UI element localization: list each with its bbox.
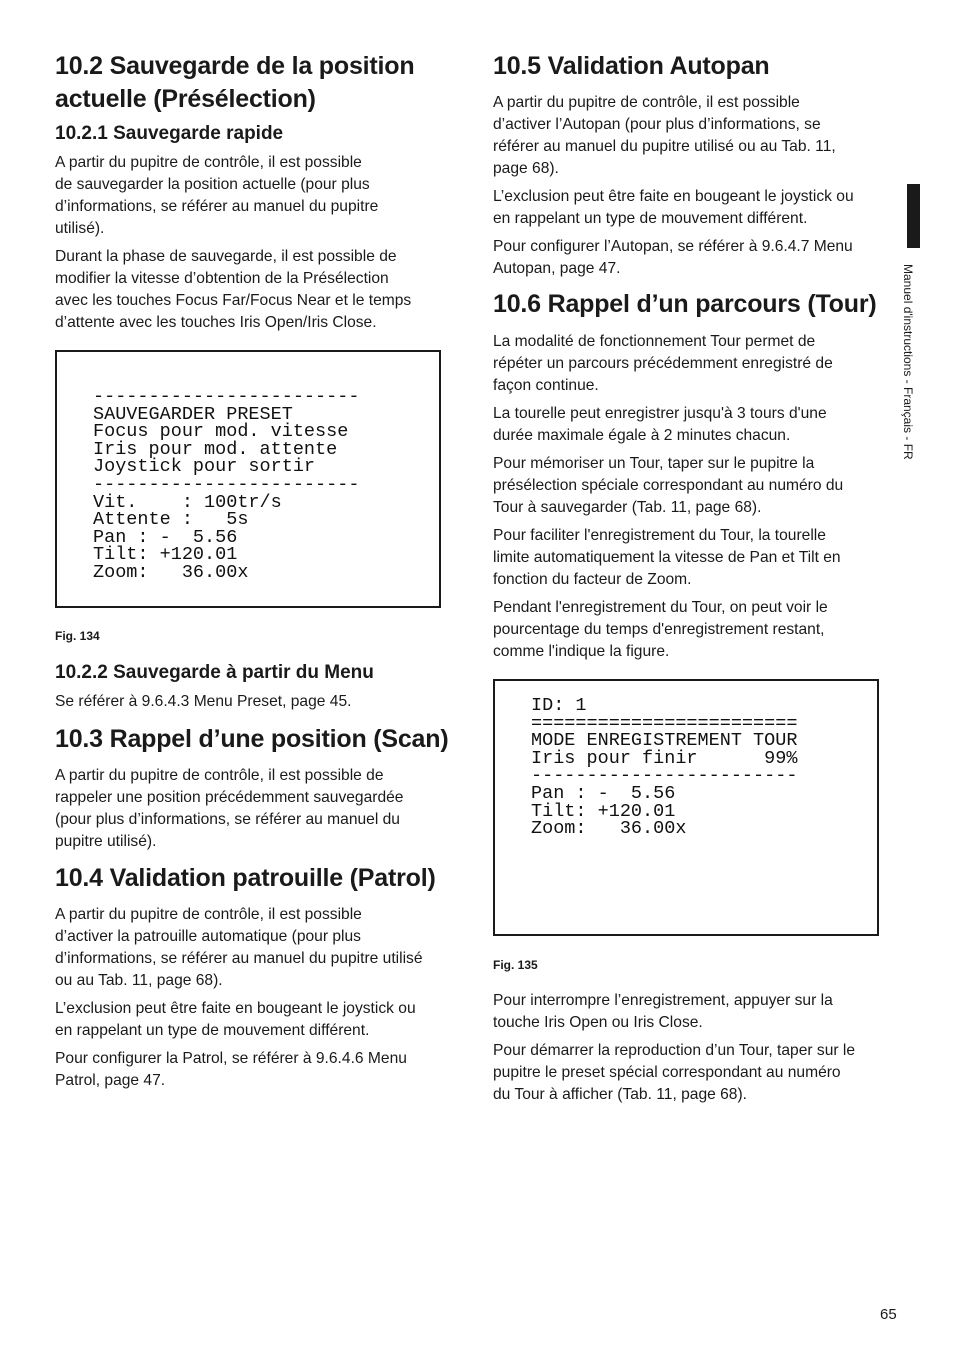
fig-135-caption: Fig. 135	[493, 958, 538, 972]
osd-line: MODE ENREGISTREMENT TOUR	[531, 730, 798, 752]
osd-line: Pan : - 5.56	[93, 526, 238, 548]
osd-line: Joystick pour sortir	[93, 456, 316, 478]
osd-line: Tilt: +120.01	[93, 544, 238, 566]
osd-line: Focus pour mod. vitesse	[93, 421, 349, 443]
section-10-4-title: 10.4 Validation patrouille (Patrol)	[55, 864, 436, 892]
section-10-5-paragraph-1: A partir du pupitre de contrôle, il est possible d’activer l’Autopan (pour plus d’informations, se référer au manuel du pupitre utilisé ou au Tab. 11, page 68).	[493, 94, 836, 177]
osd-line: SAUVEGARDER PRESET	[93, 403, 293, 425]
title-line: 10.2 Sauvegarde de la position	[55, 52, 415, 80]
fig-134-osd-screen	[55, 350, 441, 608]
osd-line: Zoom: 36.00x	[531, 818, 687, 840]
section-10-6-paragraph-4: Pour faciliter l'enregistrement du Tour, la tourelle limite automatiquement la vitesse de Pan et Tilt en fonction du facteur de Zoom.	[493, 527, 841, 588]
right-column	[493, 50, 893, 1112]
section-10-5-title: 10.5 Validation Autopan	[493, 52, 770, 80]
section-10-2-title	[55, 50, 463, 116]
section-10-4-paragraph-1: A partir du pupitre de contrôle, il est possible d’activer la patrouille automatique (pour plus d’informations, se référer au manuel du pupitre utilisé ou au Tab. 11, page 68).	[55, 906, 423, 989]
page-number: 65	[880, 1306, 897, 1323]
osd-line: ID: 1	[531, 695, 587, 716]
section-10-2-2-paragraph: Se référer à 9.6.4.3 Menu Preset, page 45.	[55, 693, 352, 710]
section-10-4-paragraph-2: L’exclusion peut être faite en bougeant le joystick ou en rappelant un type de mouvement différent.	[55, 1000, 416, 1039]
section-10-5-paragraph-2: L’exclusion peut être faite en bougeant le joystick ou en rappelant un type de mouvement différent.	[493, 188, 854, 227]
section-10-2-2-title: 10.2.2 Sauvegarde à partir du Menu	[55, 662, 374, 683]
section-10-6-paragraph-5: Pendant l'enregistrement du Tour, on peut voir le pourcentage du temps d'enregistrement restant, comme l'indique la figure.	[493, 599, 828, 660]
osd-line: ------------------------	[93, 386, 360, 407]
section-10-2-1-paragraph-1: A partir du pupitre de contrôle, il est possible de sauvegarder la position actuelle (pour plus d’informations, se référer au manuel du pupitre utilisé).	[55, 154, 379, 237]
osd-line: Iris pour finir 99%	[531, 747, 798, 769]
section-10-6-paragraph-2: La tourelle peut enregistrer jusqu'à 3 tours d'une durée maximale égale à 2 minutes chacun.	[493, 405, 827, 444]
section-10-6-paragraph-3: Pour mémoriser un Tour, taper sur le pupitre la présélection spéciale correspondant au numéro du Tour à sauvegarder (Tab. 11, page 68).	[493, 455, 844, 516]
section-10-6-paragraph-1: La modalité de fonctionnement Tour permet de répéter un parcours précédemment enregistré de façon continue.	[493, 333, 833, 394]
osd-line: Iris pour mod. attente	[93, 438, 338, 460]
section-10-2-1-title: 10.2.1 Sauvegarde rapide	[55, 123, 284, 144]
osd-line: ========================	[531, 712, 798, 734]
side-tab-marker	[907, 184, 920, 248]
fig-134-caption: Fig. 134	[55, 629, 100, 643]
title-line: actuelle (Présélection)	[55, 85, 316, 113]
osd-line: Vit. : 100tr/s	[93, 491, 282, 513]
section-10-4-paragraph-3: Pour configurer la Patrol, se référer à 9.6.4.6 Menu Patrol, page 47.	[55, 1050, 407, 1089]
osd-line: Zoom: 36.00x	[93, 561, 249, 583]
section-10-5-paragraph-3: Pour configurer l’Autopan, se référer à 9.6.4.7 Menu Autopan, page 47.	[493, 238, 853, 277]
side-tab-label: Manuel d'instructions - Français - FR	[901, 264, 915, 460]
section-10-3-paragraph: A partir du pupitre de contrôle, il est possible de rappeler une position précédemment sauvegardée (pour plus d’informations, se référer au manuel du pupitre utilisé).	[55, 767, 404, 850]
section-10-6-paragraph-6: Pour interrompre l’enregistrement, appuyer sur la touche Iris Open ou Iris Close.	[493, 992, 833, 1031]
section-10-6-title: 10.6 Rappel d’un parcours (Tour)	[493, 290, 877, 318]
fig-135-osd-screen	[493, 679, 879, 936]
osd-line: ------------------------	[531, 765, 798, 787]
left-column	[55, 50, 463, 1098]
section-10-2-1-paragraph-2: Durant la phase de sauvegarde, il est possible de modifier la vitesse d’obtention de la Présélection avec les touches Focus Far/Focus Near et le temps d’attente avec les touches Iris Open/Iris Close.	[55, 248, 412, 331]
section-10-3-title: 10.3 Rappel d’une position (Scan)	[55, 725, 449, 753]
osd-line: Tilt: +120.01	[531, 800, 676, 822]
osd-line: Pan : - 5.56	[531, 782, 676, 804]
section-10-6-paragraph-7: Pour démarrer la reproduction d’un Tour, taper sur le pupitre le preset spécial correspondant au numéro du Tour à afficher (Tab. 11, page 68).	[493, 1042, 856, 1103]
osd-line: ------------------------	[93, 473, 360, 495]
osd-line: Attente : 5s	[93, 509, 249, 531]
